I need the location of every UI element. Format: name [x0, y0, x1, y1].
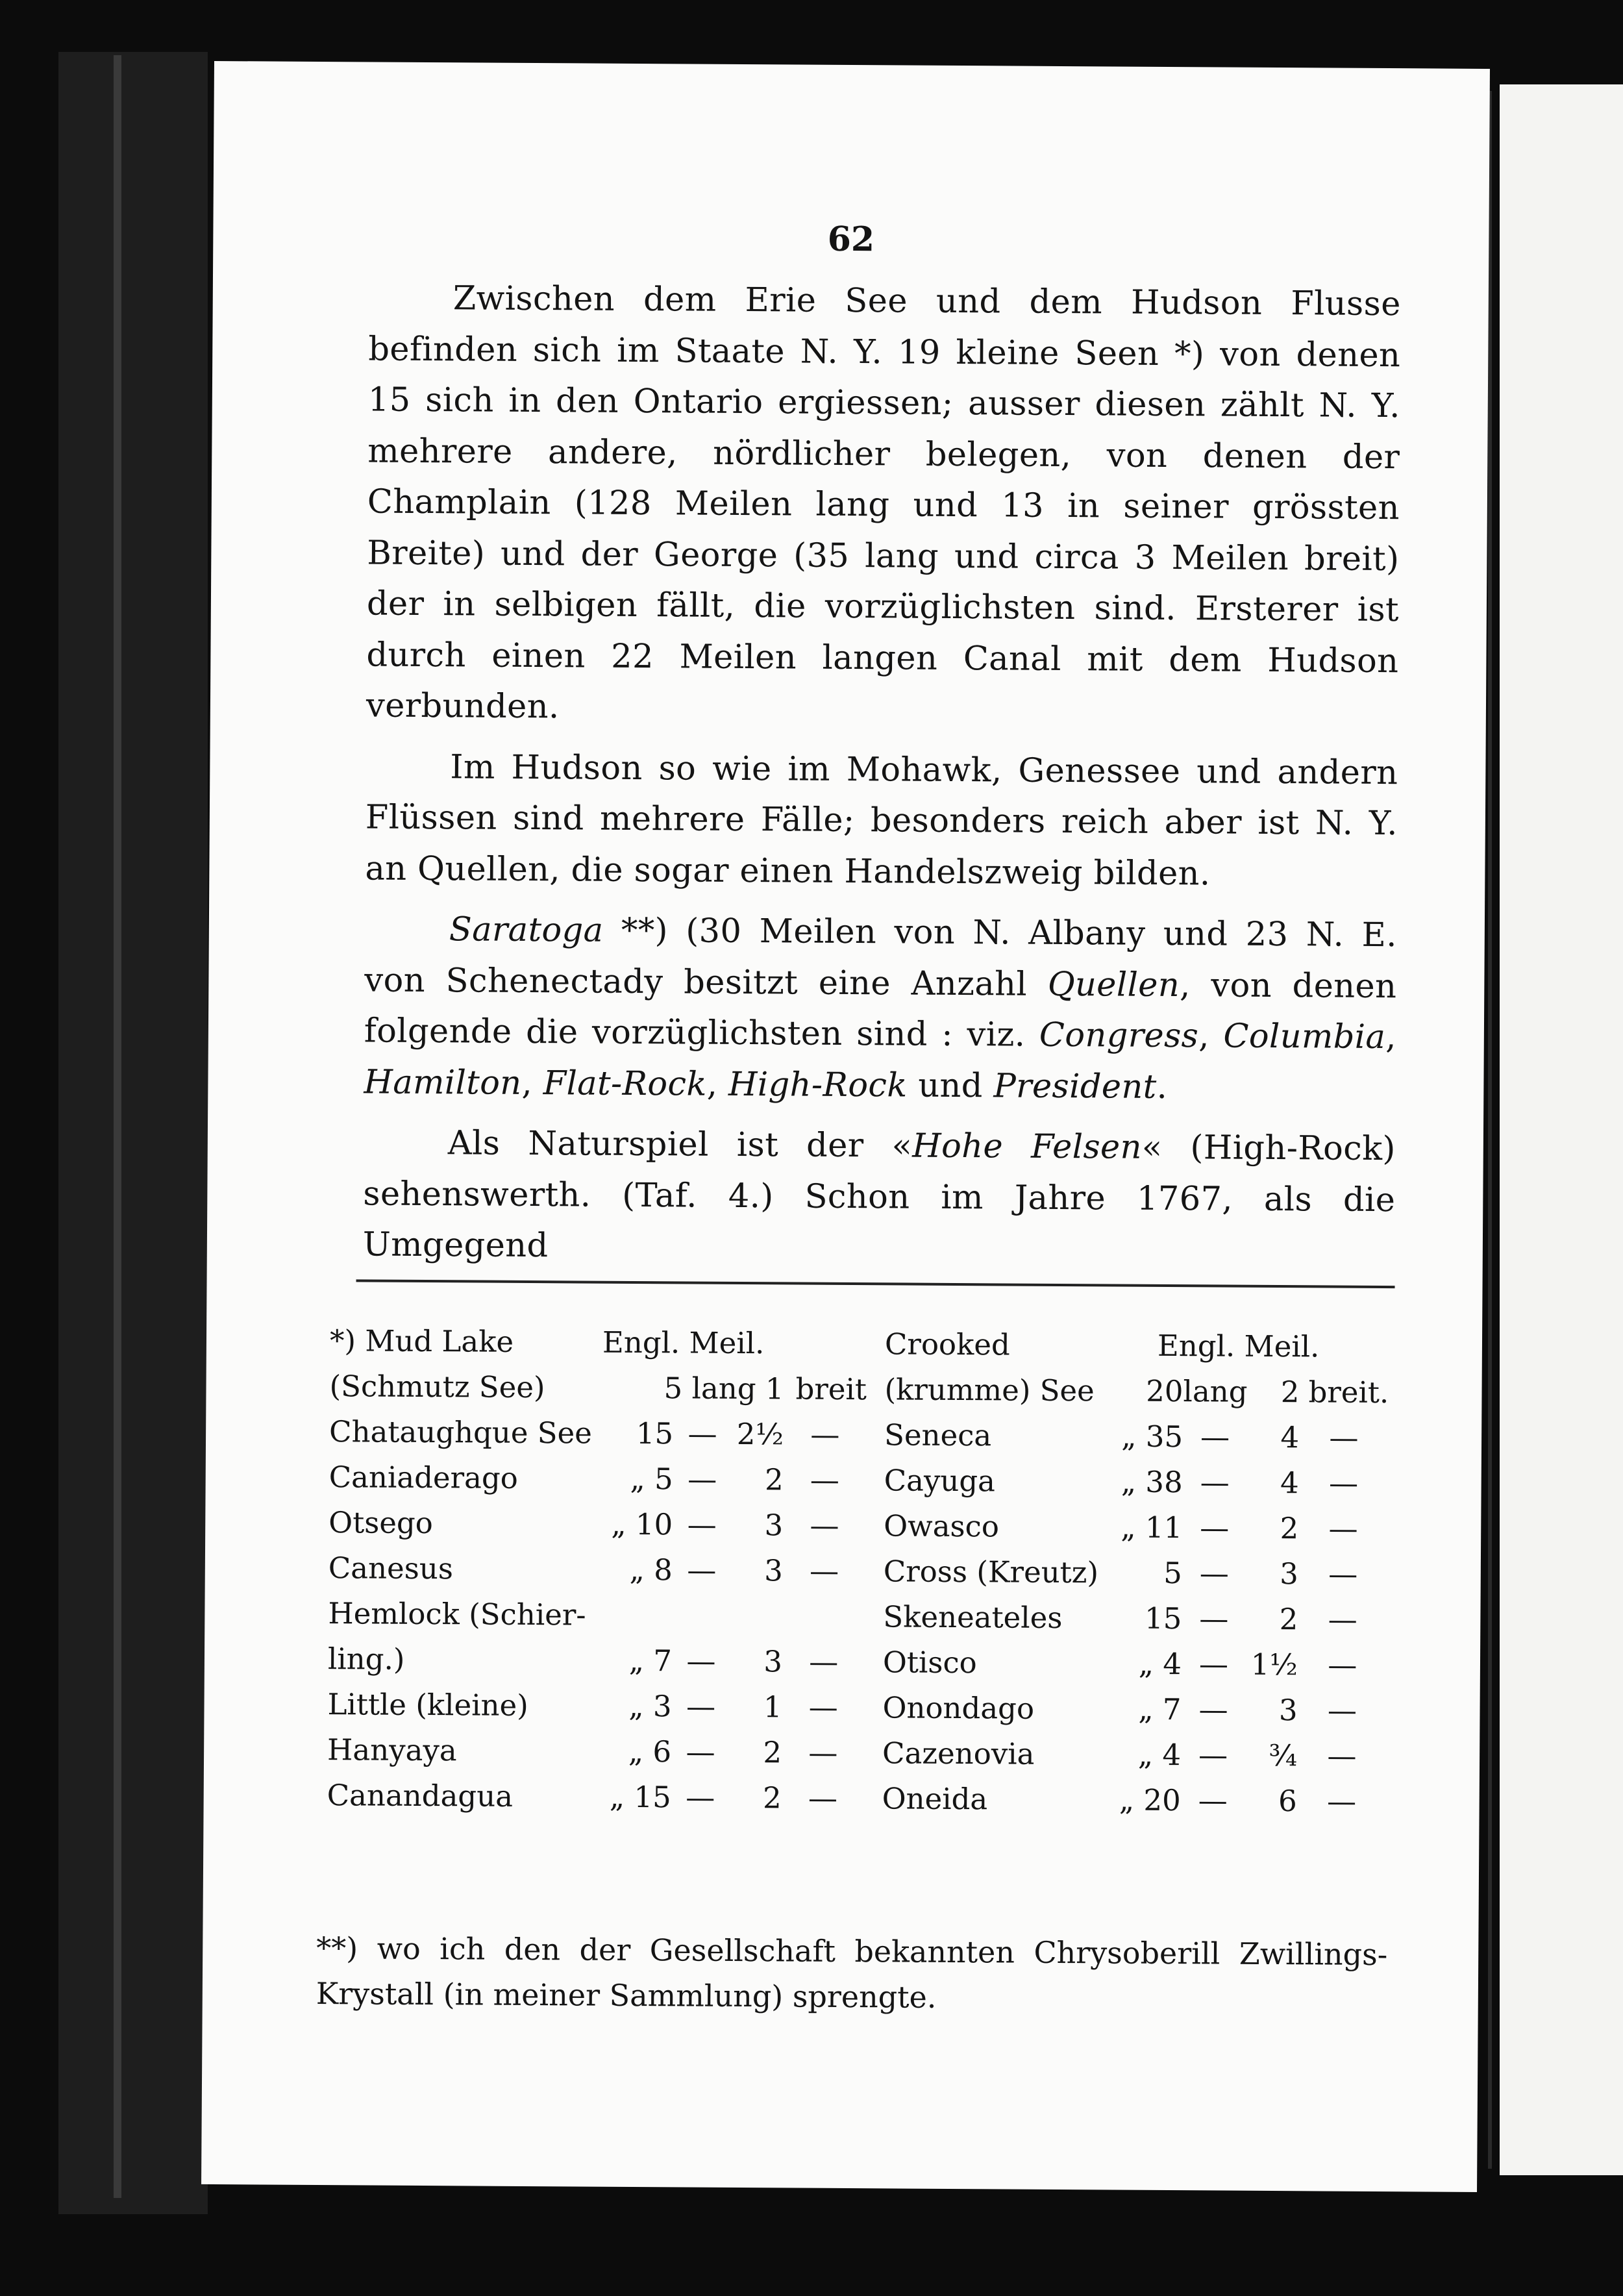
lake-length: „ 3 — [628, 1688, 672, 1724]
saratoga-text-1: **) (30 Meilen von N. Albany und 23 N. E. von Schenectady besitzt eine Anzahl — [364, 911, 1398, 1004]
dash: — — [1198, 1783, 1228, 1818]
und-word: und — [907, 1066, 994, 1105]
dash: — — [808, 1780, 838, 1816]
table-header — [884, 1367, 1389, 1416]
table-header — [329, 1364, 867, 1412]
lake-width: 2 — [763, 1735, 782, 1770]
separator: , — [521, 1064, 543, 1103]
table-row — [328, 1500, 866, 1549]
lake-width: 3 — [763, 1644, 783, 1679]
dash: — — [808, 1735, 838, 1770]
dash: — — [1198, 1647, 1229, 1682]
spring-flat-rock: Flat-Rock — [543, 1064, 707, 1104]
lake-width: 2 — [1280, 1511, 1299, 1546]
dash: — — [810, 1462, 840, 1497]
spring-congress: Congress — [1039, 1016, 1199, 1056]
lake-length: 15 — [636, 1416, 674, 1451]
lake-width: 3 — [1278, 1693, 1298, 1728]
dash: — — [809, 1644, 839, 1679]
header-length: 20 — [1146, 1373, 1183, 1409]
lake-name: Little (kleine) — [327, 1687, 528, 1723]
book-spine — [58, 52, 208, 2214]
lake-width: 3 — [1280, 1556, 1298, 1591]
lake-length: „ 5 — [630, 1461, 673, 1497]
quellen-word: Quellen — [1047, 965, 1180, 1004]
dash: — — [1200, 1419, 1230, 1454]
lake-name: Owasco — [884, 1508, 1000, 1544]
lake-name: Canesus — [328, 1551, 454, 1586]
page-number: 62 — [827, 219, 875, 260]
table-row — [882, 1685, 1387, 1734]
lake-width: 6 — [1278, 1784, 1297, 1819]
table-row — [884, 1549, 1388, 1597]
table-row — [884, 1458, 1388, 1506]
paragraph-naturspiel — [363, 1117, 1396, 1277]
lake-length: „ 8 — [629, 1552, 673, 1588]
paragraph-saratoga — [364, 904, 1397, 1114]
table-header — [885, 1321, 1389, 1370]
lake-length: „ 7 — [628, 1643, 673, 1678]
dash: — — [809, 1553, 839, 1588]
lake-name: Otisco — [882, 1645, 977, 1680]
table-row — [327, 1773, 864, 1821]
lakes-table-right — [882, 1321, 1389, 1825]
table-row — [882, 1730, 1387, 1779]
lake-length: „ 11 — [1121, 1510, 1183, 1545]
dash: — — [1198, 1738, 1228, 1773]
dash: — — [1327, 1693, 1357, 1728]
lake-width — [730, 1593, 782, 1639]
lake-name: ling.) — [327, 1641, 405, 1677]
lake-length: „ 15 — [609, 1779, 671, 1815]
header-values: 5 lang 1 — [663, 1371, 784, 1406]
lakes-table-left — [327, 1318, 867, 1821]
naturspiel-text-2: « (High-Rock) sehenswerth. (Taf. 4.) Schon im Jahre 1767, als die Umgegend — [362, 1128, 1396, 1266]
header-lake-de: (Schmutz See) — [329, 1369, 545, 1405]
dash: — — [686, 1780, 715, 1815]
table-header — [330, 1318, 867, 1367]
header-units: Engl. Meil. — [1157, 1328, 1320, 1364]
header-lake-de: (krumme) See — [884, 1372, 1095, 1408]
header-lake: *) Mud Lake — [329, 1323, 514, 1359]
dash: — — [1328, 1602, 1357, 1637]
paragraph-rivers: Im Hudson so wie im Mohawk, Genessee und andern Flüssen sind mehrere Fälle; besonders reich aber ist N. Y. an Quellen, die sogar einen Handelszweig bilden. — [365, 747, 1398, 893]
table-row — [328, 1545, 866, 1594]
spring-hamilton: Hamilton — [364, 1062, 522, 1103]
saratoga-name: Saratoga — [449, 910, 604, 950]
footnote-divider — [356, 1279, 1395, 1288]
dash: — — [810, 1417, 840, 1452]
separator: , — [1198, 1017, 1224, 1056]
table-row — [884, 1412, 1389, 1461]
header-width: 2 — [1280, 1375, 1300, 1410]
lake-length: „ 7 — [1138, 1691, 1182, 1727]
dash — [672, 1593, 730, 1639]
header-lake: Crooked — [884, 1327, 1010, 1362]
dash: — — [1328, 1556, 1358, 1591]
naturspiel-text-1: Als Naturspiel ist der « — [447, 1124, 913, 1166]
facing-page-edge — [1500, 84, 1623, 2175]
main-text — [363, 273, 1401, 1277]
lake-length — [601, 1593, 672, 1639]
lake-length: 15 — [1144, 1601, 1182, 1636]
paragraph-lakes: Zwischen dem Erie See und dem Hudson Flusse befinden sich im Staate N. Y. 19 kleine Seen *) von denen 15 sich in den Ontario ergiessen; ausser diesen zählt N. Y. mehrere andere, nördlicher belegen, von denen der Champlain (128 Meilen lang und 13 in seiner grössten Breite) und der George (35 lang und circa 3 Meilen breit) der in selbigen fällt, die vorzüglichsten sind. Ersterer ist durch einen 22 Meilen langen Canal mit dem Hudson verbunden. — [365, 279, 1401, 727]
lake-name: Oneida — [882, 1781, 988, 1817]
lake-name: Hanyaya — [327, 1732, 457, 1768]
table-row — [883, 1594, 1387, 1643]
hohe-felsen: Hohe Felsen — [912, 1127, 1143, 1167]
lake-length: „ 38 — [1121, 1464, 1183, 1500]
table-row — [883, 1640, 1387, 1688]
table-row — [328, 1636, 865, 1685]
dash: — — [1328, 1647, 1357, 1682]
table-row — [328, 1454, 866, 1503]
table-row — [329, 1409, 867, 1458]
lake-name: Skeneateles — [883, 1599, 1063, 1636]
dash: — — [1200, 1510, 1230, 1545]
dash: — — [686, 1689, 716, 1724]
dash: — — [686, 1643, 716, 1678]
table-row — [327, 1682, 865, 1730]
lake-length: „ 20 — [1119, 1782, 1181, 1818]
dash: — — [1200, 1465, 1230, 1500]
lake-name: Caniaderago — [328, 1460, 518, 1495]
spine-edge — [114, 55, 121, 2198]
dash: — — [1199, 1601, 1229, 1636]
dash: — — [1327, 1738, 1357, 1773]
lake-width: ¾ — [1269, 1738, 1298, 1773]
table-row — [884, 1503, 1388, 1552]
dash: — — [1328, 1466, 1359, 1501]
lake-width: 4 — [1280, 1420, 1300, 1455]
footnote-chrysoberyl: **) wo ich den der Gesellschaft bekannten Chrysoberill Zwillings-Krystall (in meiner Sammlung) sprengte. — [316, 1930, 1388, 2015]
lake-width: 1½ — [1250, 1647, 1298, 1682]
dash — [782, 1593, 865, 1640]
spring-president: President — [993, 1066, 1157, 1106]
separator: , — [706, 1065, 729, 1104]
header-units: Engl. Meil. — [602, 1325, 765, 1361]
dash: — — [1329, 1420, 1359, 1455]
lake-name: Seneca — [884, 1417, 992, 1453]
lake-length: „ 6 — [628, 1734, 672, 1769]
dash: — — [687, 1553, 717, 1588]
dash: — — [687, 1507, 717, 1542]
lake-name: Cazenovia — [882, 1736, 1035, 1771]
dash: — — [810, 1508, 839, 1543]
lake-width: 1 — [763, 1690, 782, 1725]
page-gutter — [1488, 91, 1492, 2169]
lake-width: 2 — [762, 1780, 782, 1816]
dash: — — [686, 1734, 715, 1769]
lake-name: Canandagua — [327, 1778, 514, 1814]
header-breit: breit. — [1308, 1375, 1389, 1410]
separator: , — [1385, 1018, 1397, 1057]
dash: — — [688, 1416, 717, 1451]
lake-length: „ 4 — [1138, 1646, 1182, 1682]
table-row — [327, 1727, 865, 1776]
header-breit: breit — [795, 1371, 867, 1407]
table-row — [882, 1776, 1386, 1825]
dash: — — [688, 1462, 717, 1497]
lake-name: Otsego — [328, 1505, 434, 1541]
lake-width: 3 — [764, 1553, 783, 1588]
spring-columbia: Columbia — [1223, 1017, 1386, 1057]
dash: — — [1199, 1556, 1229, 1591]
lake-length: 5 — [1163, 1555, 1182, 1591]
saratoga-text-2: , von denen folgende die vorzüglichsten sind : viz. — [364, 966, 1397, 1054]
dash: — — [1198, 1692, 1228, 1727]
lake-width: 2½ — [736, 1416, 784, 1452]
period: . — [1156, 1067, 1168, 1106]
lake-width: 2 — [764, 1462, 784, 1497]
header-lang: lang — [1183, 1374, 1248, 1409]
spring-high-rock: High-Rock — [728, 1065, 908, 1105]
dash: — — [1326, 1784, 1357, 1819]
lake-length: „ 4 — [1137, 1737, 1182, 1773]
dash: — — [1328, 1511, 1358, 1546]
lake-width: 2 — [1279, 1602, 1298, 1637]
lake-name: Onondago — [882, 1690, 1035, 1726]
lake-width: 3 — [764, 1508, 784, 1543]
lake-name: Chataughque See — [328, 1414, 593, 1451]
lake-name: Cross (Kreutz) — [883, 1554, 1099, 1590]
book-page — [201, 61, 1490, 2192]
dash: — — [808, 1690, 838, 1725]
lake-width: 4 — [1280, 1466, 1299, 1501]
lake-length: „ 10 — [611, 1506, 673, 1542]
lake-name: Cayuga — [884, 1463, 996, 1499]
lake-name: Hemlock (Schier- — [328, 1596, 586, 1632]
lake-length: „ 35 — [1121, 1419, 1183, 1454]
table-row — [328, 1591, 865, 1640]
